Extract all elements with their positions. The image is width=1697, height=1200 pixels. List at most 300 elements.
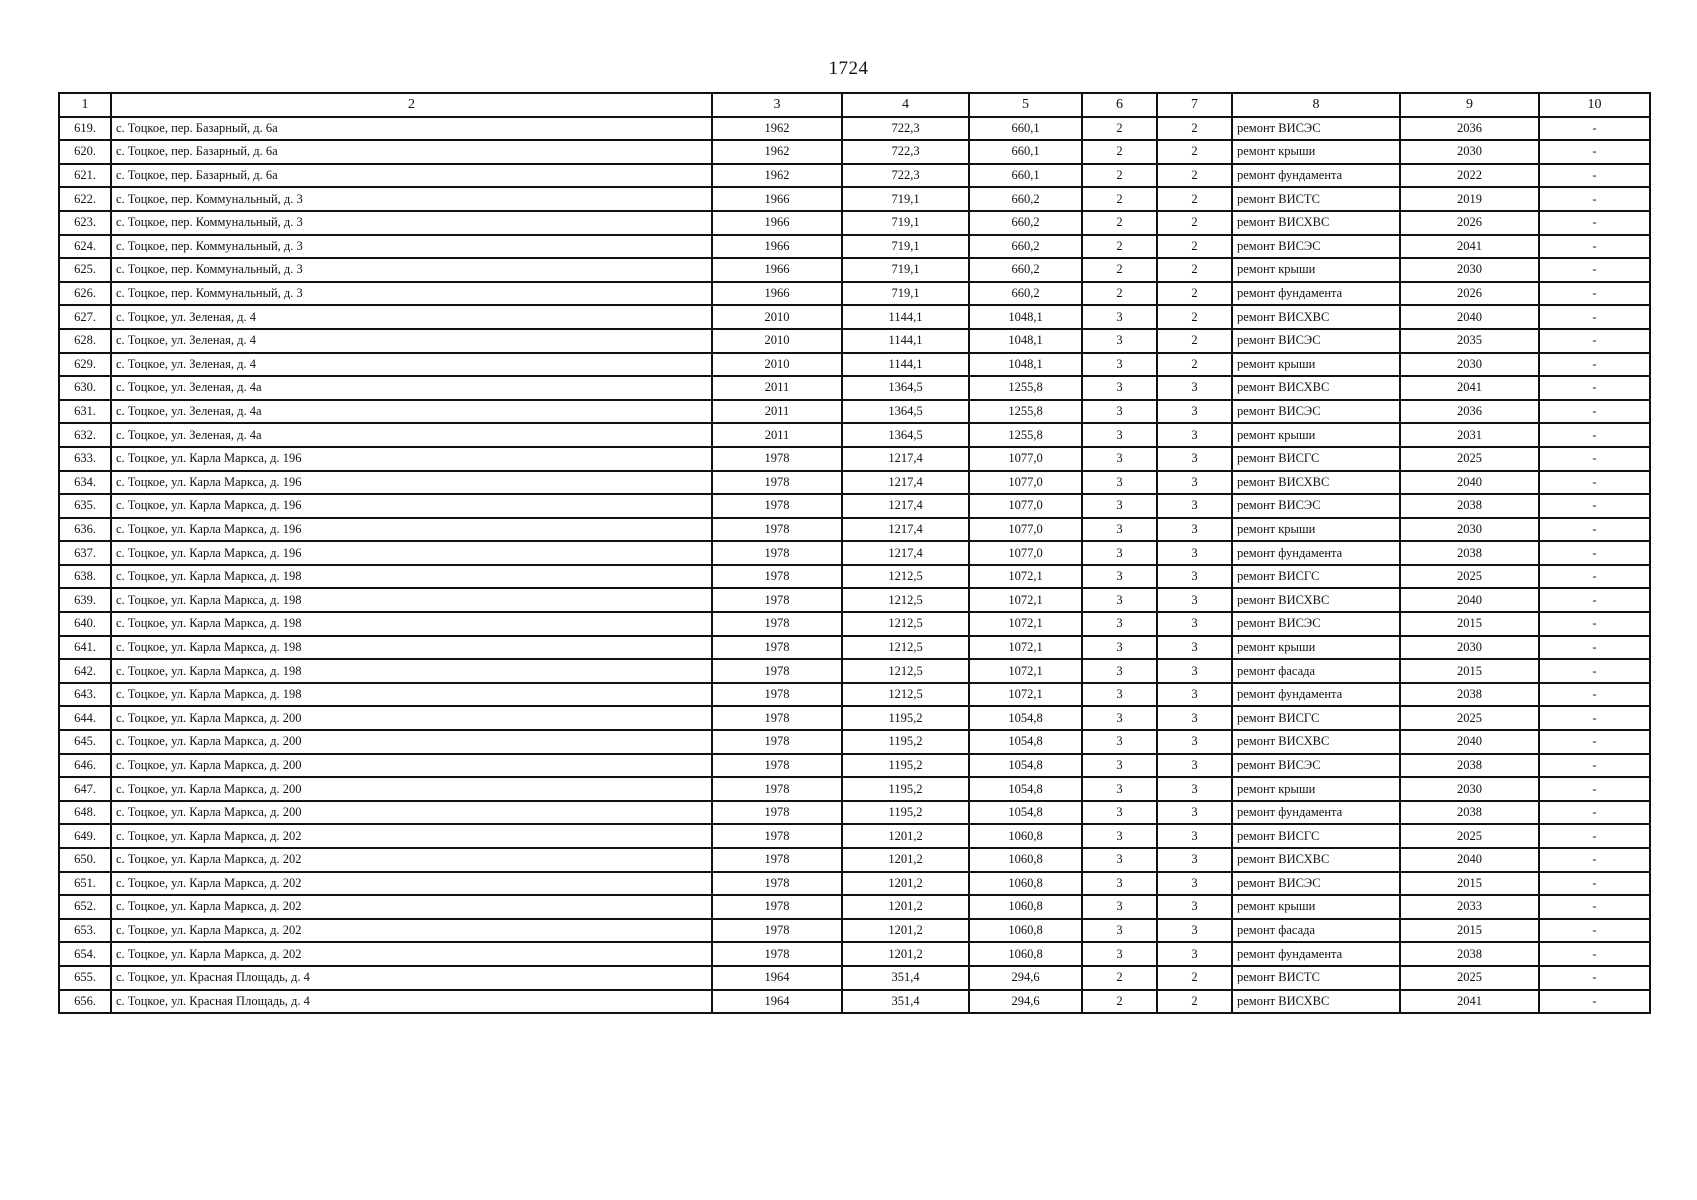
cell-planned-year: 2030 bbox=[1400, 353, 1539, 377]
cell-build-year: 1962 bbox=[712, 117, 842, 141]
cell-address: с. Тоцкое, пер. Коммунальный, д. 3 bbox=[111, 235, 712, 259]
cell-note: - bbox=[1539, 801, 1650, 825]
cell-planned-year: 2041 bbox=[1400, 376, 1539, 400]
cell-floors: 3 bbox=[1082, 376, 1157, 400]
cell-planned-year: 2015 bbox=[1400, 612, 1539, 636]
cell-build-year: 1978 bbox=[712, 636, 842, 660]
table-row bbox=[59, 824, 1650, 848]
cell-work-type: ремонт ВИСГС bbox=[1232, 824, 1400, 848]
cell-address: с. Тоцкое, пер. Коммунальный, д. 3 bbox=[111, 187, 712, 211]
cell-row-number: 634. bbox=[59, 471, 111, 495]
cell-entrances: 2 bbox=[1157, 211, 1232, 235]
cell-row-number: 631. bbox=[59, 400, 111, 424]
cell-row-number: 655. bbox=[59, 966, 111, 990]
cell-build-year: 1978 bbox=[712, 942, 842, 966]
cell-address: с. Тоцкое, ул. Карла Маркса, д. 200 bbox=[111, 754, 712, 778]
cell-entrances: 2 bbox=[1157, 187, 1232, 211]
cell-total-area: 1217,4 bbox=[842, 518, 969, 542]
cell-work-type: ремонт крыши bbox=[1232, 140, 1400, 164]
cell-address: с. Тоцкое, ул. Карла Маркса, д. 198 bbox=[111, 659, 712, 683]
cell-floors: 3 bbox=[1082, 730, 1157, 754]
table-row bbox=[59, 353, 1650, 377]
cell-work-type: ремонт ВИСХВС bbox=[1232, 471, 1400, 495]
cell-address: с. Тоцкое, ул. Карла Маркса, д. 198 bbox=[111, 588, 712, 612]
cell-entrances: 3 bbox=[1157, 683, 1232, 707]
cell-build-year: 1964 bbox=[712, 990, 842, 1014]
cell-planned-year: 2025 bbox=[1400, 966, 1539, 990]
cell-living-area: 1072,1 bbox=[969, 588, 1082, 612]
cell-note: - bbox=[1539, 612, 1650, 636]
cell-note: - bbox=[1539, 966, 1650, 990]
cell-work-type: ремонт крыши bbox=[1232, 423, 1400, 447]
cell-floors: 3 bbox=[1082, 494, 1157, 518]
cell-address: с. Тоцкое, ул. Зеленая, д. 4 bbox=[111, 305, 712, 329]
cell-work-type: ремонт ВИСЭС bbox=[1232, 872, 1400, 896]
cell-work-type: ремонт ВИСЭС bbox=[1232, 612, 1400, 636]
cell-floors: 2 bbox=[1082, 164, 1157, 188]
cell-row-number: 650. bbox=[59, 848, 111, 872]
cell-row-number: 656. bbox=[59, 990, 111, 1014]
page-number: 1724 bbox=[828, 58, 869, 79]
cell-work-type: ремонт крыши bbox=[1232, 258, 1400, 282]
cell-work-type: ремонт ВИСХВС bbox=[1232, 588, 1400, 612]
cell-total-area: 722,3 bbox=[842, 164, 969, 188]
cell-note: - bbox=[1539, 471, 1650, 495]
cell-entrances: 3 bbox=[1157, 423, 1232, 447]
cell-row-number: 621. bbox=[59, 164, 111, 188]
cell-entrances: 3 bbox=[1157, 565, 1232, 589]
cell-note: - bbox=[1539, 872, 1650, 896]
cell-row-number: 632. bbox=[59, 423, 111, 447]
cell-total-area: 1201,2 bbox=[842, 872, 969, 896]
cell-total-area: 722,3 bbox=[842, 117, 969, 141]
cell-total-area: 1212,5 bbox=[842, 683, 969, 707]
cell-note: - bbox=[1539, 518, 1650, 542]
cell-floors: 3 bbox=[1082, 754, 1157, 778]
cell-build-year: 2010 bbox=[712, 329, 842, 353]
cell-work-type: ремонт фасада bbox=[1232, 659, 1400, 683]
table-row bbox=[59, 187, 1650, 211]
cell-floors: 3 bbox=[1082, 447, 1157, 471]
cell-floors: 3 bbox=[1082, 872, 1157, 896]
cell-floors: 2 bbox=[1082, 140, 1157, 164]
cell-row-number: 652. bbox=[59, 895, 111, 919]
cell-living-area: 1072,1 bbox=[969, 612, 1082, 636]
cell-note: - bbox=[1539, 117, 1650, 141]
cell-total-area: 1217,4 bbox=[842, 494, 969, 518]
cell-floors: 2 bbox=[1082, 235, 1157, 259]
table-row bbox=[59, 400, 1650, 424]
table-row bbox=[59, 612, 1650, 636]
cell-note: - bbox=[1539, 919, 1650, 943]
cell-note: - bbox=[1539, 494, 1650, 518]
cell-note: - bbox=[1539, 777, 1650, 801]
cell-work-type: ремонт ВИСГС bbox=[1232, 565, 1400, 589]
cell-total-area: 1195,2 bbox=[842, 777, 969, 801]
cell-entrances: 2 bbox=[1157, 305, 1232, 329]
cell-work-type: ремонт крыши bbox=[1232, 636, 1400, 660]
column-header: 7 bbox=[1157, 93, 1232, 117]
cell-planned-year: 2031 bbox=[1400, 423, 1539, 447]
cell-floors: 2 bbox=[1082, 966, 1157, 990]
cell-living-area: 1077,0 bbox=[969, 471, 1082, 495]
cell-address: с. Тоцкое, ул. Красная Площадь, д. 4 bbox=[111, 990, 712, 1014]
cell-build-year: 1978 bbox=[712, 447, 842, 471]
cell-row-number: 633. bbox=[59, 447, 111, 471]
cell-work-type: ремонт фундамента bbox=[1232, 164, 1400, 188]
cell-entrances: 3 bbox=[1157, 400, 1232, 424]
cell-living-area: 660,1 bbox=[969, 117, 1082, 141]
cell-address: с. Тоцкое, ул. Карла Маркса, д. 196 bbox=[111, 494, 712, 518]
cell-planned-year: 2025 bbox=[1400, 824, 1539, 848]
cell-living-area: 1054,8 bbox=[969, 754, 1082, 778]
cell-living-area: 1048,1 bbox=[969, 305, 1082, 329]
cell-living-area: 1060,8 bbox=[969, 824, 1082, 848]
cell-address: с. Тоцкое, ул. Карла Маркса, д. 196 bbox=[111, 471, 712, 495]
column-header: 1 bbox=[59, 93, 111, 117]
cell-note: - bbox=[1539, 659, 1650, 683]
cell-row-number: 622. bbox=[59, 187, 111, 211]
cell-work-type: ремонт фасада bbox=[1232, 919, 1400, 943]
cell-address: с. Тоцкое, пер. Коммунальный, д. 3 bbox=[111, 258, 712, 282]
table-row bbox=[59, 706, 1650, 730]
cell-floors: 2 bbox=[1082, 282, 1157, 306]
cell-floors: 3 bbox=[1082, 400, 1157, 424]
cell-living-area: 1072,1 bbox=[969, 636, 1082, 660]
cell-build-year: 1978 bbox=[712, 612, 842, 636]
cell-planned-year: 2038 bbox=[1400, 494, 1539, 518]
cell-living-area: 660,1 bbox=[969, 164, 1082, 188]
cell-floors: 3 bbox=[1082, 919, 1157, 943]
cell-address: с. Тоцкое, пер. Базарный, д. 6а bbox=[111, 164, 712, 188]
cell-entrances: 3 bbox=[1157, 919, 1232, 943]
table-row bbox=[59, 848, 1650, 872]
cell-total-area: 1201,2 bbox=[842, 919, 969, 943]
cell-floors: 3 bbox=[1082, 659, 1157, 683]
cell-living-area: 1255,8 bbox=[969, 376, 1082, 400]
cell-planned-year: 2025 bbox=[1400, 565, 1539, 589]
cell-total-area: 1217,4 bbox=[842, 471, 969, 495]
cell-row-number: 624. bbox=[59, 235, 111, 259]
cell-note: - bbox=[1539, 565, 1650, 589]
cell-living-area: 1060,8 bbox=[969, 895, 1082, 919]
cell-floors: 3 bbox=[1082, 895, 1157, 919]
cell-entrances: 3 bbox=[1157, 471, 1232, 495]
cell-entrances: 3 bbox=[1157, 541, 1232, 565]
cell-build-year: 1966 bbox=[712, 211, 842, 235]
cell-build-year: 1978 bbox=[712, 730, 842, 754]
cell-planned-year: 2038 bbox=[1400, 942, 1539, 966]
cell-planned-year: 2022 bbox=[1400, 164, 1539, 188]
cell-build-year: 1978 bbox=[712, 588, 842, 612]
cell-total-area: 719,1 bbox=[842, 187, 969, 211]
column-header: 2 bbox=[111, 93, 712, 117]
cell-build-year: 1978 bbox=[712, 919, 842, 943]
table-row bbox=[59, 117, 1650, 141]
cell-build-year: 1966 bbox=[712, 187, 842, 211]
table-row bbox=[59, 683, 1650, 707]
cell-planned-year: 2035 bbox=[1400, 329, 1539, 353]
cell-build-year: 1978 bbox=[712, 824, 842, 848]
cell-build-year: 1978 bbox=[712, 494, 842, 518]
table-row bbox=[59, 494, 1650, 518]
cell-total-area: 1212,5 bbox=[842, 612, 969, 636]
cell-address: с. Тоцкое, ул. Красная Площадь, д. 4 bbox=[111, 966, 712, 990]
cell-planned-year: 2033 bbox=[1400, 895, 1539, 919]
cell-total-area: 1364,5 bbox=[842, 423, 969, 447]
cell-floors: 3 bbox=[1082, 848, 1157, 872]
cell-floors: 3 bbox=[1082, 518, 1157, 542]
cell-entrances: 3 bbox=[1157, 376, 1232, 400]
cell-note: - bbox=[1539, 754, 1650, 778]
cell-row-number: 637. bbox=[59, 541, 111, 565]
cell-build-year: 1978 bbox=[712, 706, 842, 730]
cell-work-type: ремонт ВИСЭС bbox=[1232, 329, 1400, 353]
cell-planned-year: 2026 bbox=[1400, 282, 1539, 306]
cell-total-area: 1217,4 bbox=[842, 541, 969, 565]
cell-total-area: 1144,1 bbox=[842, 329, 969, 353]
cell-row-number: 647. bbox=[59, 777, 111, 801]
cell-work-type: ремонт ВИСХВС bbox=[1232, 376, 1400, 400]
cell-build-year: 1978 bbox=[712, 754, 842, 778]
cell-living-area: 1072,1 bbox=[969, 565, 1082, 589]
cell-entrances: 3 bbox=[1157, 801, 1232, 825]
cell-note: - bbox=[1539, 683, 1650, 707]
cell-floors: 2 bbox=[1082, 258, 1157, 282]
cell-planned-year: 2015 bbox=[1400, 659, 1539, 683]
cell-entrances: 3 bbox=[1157, 730, 1232, 754]
cell-row-number: 645. bbox=[59, 730, 111, 754]
cell-total-area: 1212,5 bbox=[842, 636, 969, 660]
cell-address: с. Тоцкое, ул. Карла Маркса, д. 198 bbox=[111, 636, 712, 660]
cell-build-year: 1978 bbox=[712, 895, 842, 919]
cell-note: - bbox=[1539, 541, 1650, 565]
table-header-row bbox=[59, 93, 1650, 117]
cell-total-area: 719,1 bbox=[842, 282, 969, 306]
cell-address: с. Тоцкое, ул. Карла Маркса, д. 200 bbox=[111, 801, 712, 825]
cell-row-number: 636. bbox=[59, 518, 111, 542]
cell-note: - bbox=[1539, 211, 1650, 235]
cell-address: с. Тоцкое, пер. Базарный, д. 6а bbox=[111, 117, 712, 141]
cell-build-year: 2011 bbox=[712, 400, 842, 424]
cell-floors: 2 bbox=[1082, 990, 1157, 1014]
cell-living-area: 1077,0 bbox=[969, 518, 1082, 542]
cell-build-year: 1978 bbox=[712, 541, 842, 565]
cell-note: - bbox=[1539, 282, 1650, 306]
cell-address: с. Тоцкое, ул. Карла Маркса, д. 200 bbox=[111, 730, 712, 754]
cell-build-year: 2011 bbox=[712, 376, 842, 400]
cell-floors: 3 bbox=[1082, 565, 1157, 589]
cell-note: - bbox=[1539, 305, 1650, 329]
cell-address: с. Тоцкое, ул. Зеленая, д. 4а bbox=[111, 376, 712, 400]
table-row bbox=[59, 164, 1650, 188]
cell-planned-year: 2030 bbox=[1400, 518, 1539, 542]
cell-entrances: 2 bbox=[1157, 353, 1232, 377]
cell-row-number: 648. bbox=[59, 801, 111, 825]
cell-floors: 3 bbox=[1082, 353, 1157, 377]
cell-work-type: ремонт крыши bbox=[1232, 895, 1400, 919]
table-row bbox=[59, 777, 1650, 801]
cell-planned-year: 2019 bbox=[1400, 187, 1539, 211]
cell-row-number: 635. bbox=[59, 494, 111, 518]
cell-work-type: ремонт ВИСХВС bbox=[1232, 990, 1400, 1014]
cell-entrances: 3 bbox=[1157, 447, 1232, 471]
column-header: 4 bbox=[842, 93, 969, 117]
cell-row-number: 643. bbox=[59, 683, 111, 707]
table-row bbox=[59, 140, 1650, 164]
cell-work-type: ремонт ВИСЭС bbox=[1232, 117, 1400, 141]
cell-build-year: 2011 bbox=[712, 423, 842, 447]
cell-row-number: 626. bbox=[59, 282, 111, 306]
cell-work-type: ремонт ВИСТС bbox=[1232, 966, 1400, 990]
cell-note: - bbox=[1539, 376, 1650, 400]
cell-work-type: ремонт крыши bbox=[1232, 518, 1400, 542]
cell-entrances: 3 bbox=[1157, 848, 1232, 872]
cell-total-area: 1195,2 bbox=[842, 754, 969, 778]
cell-row-number: 642. bbox=[59, 659, 111, 683]
cell-address: с. Тоцкое, ул. Карла Маркса, д. 202 bbox=[111, 895, 712, 919]
cell-work-type: ремонт фундамента bbox=[1232, 282, 1400, 306]
table-row bbox=[59, 636, 1650, 660]
cell-build-year: 1978 bbox=[712, 777, 842, 801]
cell-build-year: 1978 bbox=[712, 872, 842, 896]
cell-living-area: 1255,8 bbox=[969, 423, 1082, 447]
table-row bbox=[59, 282, 1650, 306]
cell-total-area: 1364,5 bbox=[842, 376, 969, 400]
cell-note: - bbox=[1539, 588, 1650, 612]
cell-planned-year: 2036 bbox=[1400, 400, 1539, 424]
cell-work-type: ремонт фундамента bbox=[1232, 683, 1400, 707]
cell-note: - bbox=[1539, 636, 1650, 660]
cell-living-area: 660,2 bbox=[969, 235, 1082, 259]
cell-living-area: 660,2 bbox=[969, 211, 1082, 235]
cell-address: с. Тоцкое, ул. Карла Маркса, д. 196 bbox=[111, 518, 712, 542]
cell-work-type: ремонт ВИСЭС bbox=[1232, 494, 1400, 518]
cell-address: с. Тоцкое, ул. Карла Маркса, д. 200 bbox=[111, 777, 712, 801]
cell-floors: 3 bbox=[1082, 471, 1157, 495]
table-row bbox=[59, 730, 1650, 754]
cell-work-type: ремонт фундамента bbox=[1232, 942, 1400, 966]
cell-floors: 3 bbox=[1082, 683, 1157, 707]
cell-planned-year: 2030 bbox=[1400, 777, 1539, 801]
cell-entrances: 3 bbox=[1157, 612, 1232, 636]
table-row bbox=[59, 754, 1650, 778]
cell-living-area: 660,2 bbox=[969, 282, 1082, 306]
cell-floors: 3 bbox=[1082, 801, 1157, 825]
cell-living-area: 294,6 bbox=[969, 966, 1082, 990]
cell-work-type: ремонт фундамента bbox=[1232, 801, 1400, 825]
cell-total-area: 1201,2 bbox=[842, 824, 969, 848]
cell-living-area: 1077,0 bbox=[969, 447, 1082, 471]
cell-work-type: ремонт фундамента bbox=[1232, 541, 1400, 565]
cell-address: с. Тоцкое, ул. Зеленая, д. 4 bbox=[111, 329, 712, 353]
cell-address: с. Тоцкое, ул. Карла Маркса, д. 198 bbox=[111, 683, 712, 707]
cell-entrances: 3 bbox=[1157, 659, 1232, 683]
cell-note: - bbox=[1539, 353, 1650, 377]
cell-work-type: ремонт ВИСЭС bbox=[1232, 754, 1400, 778]
cell-address: с. Тоцкое, ул. Зеленая, д. 4 bbox=[111, 353, 712, 377]
cell-living-area: 1048,1 bbox=[969, 329, 1082, 353]
cell-address: с. Тоцкое, ул. Карла Маркса, д. 198 bbox=[111, 565, 712, 589]
cell-living-area: 660,2 bbox=[969, 187, 1082, 211]
cell-planned-year: 2015 bbox=[1400, 919, 1539, 943]
cell-work-type: ремонт ВИСЭС bbox=[1232, 235, 1400, 259]
cell-note: - bbox=[1539, 848, 1650, 872]
cell-entrances: 2 bbox=[1157, 235, 1232, 259]
cell-entrances: 3 bbox=[1157, 824, 1232, 848]
table-row bbox=[59, 801, 1650, 825]
cell-floors: 2 bbox=[1082, 117, 1157, 141]
cell-address: с. Тоцкое, ул. Карла Маркса, д. 202 bbox=[111, 848, 712, 872]
cell-entrances: 3 bbox=[1157, 588, 1232, 612]
cell-entrances: 3 bbox=[1157, 872, 1232, 896]
cell-address: с. Тоцкое, ул. Карла Маркса, д. 196 bbox=[111, 541, 712, 565]
cell-floors: 3 bbox=[1082, 329, 1157, 353]
cell-row-number: 638. bbox=[59, 565, 111, 589]
table-row bbox=[59, 471, 1650, 495]
cell-row-number: 629. bbox=[59, 353, 111, 377]
cell-note: - bbox=[1539, 423, 1650, 447]
cell-planned-year: 2038 bbox=[1400, 754, 1539, 778]
cell-floors: 3 bbox=[1082, 942, 1157, 966]
cell-entrances: 2 bbox=[1157, 164, 1232, 188]
table-row bbox=[59, 942, 1650, 966]
cell-total-area: 1201,2 bbox=[842, 848, 969, 872]
cell-row-number: 625. bbox=[59, 258, 111, 282]
cell-build-year: 1978 bbox=[712, 848, 842, 872]
cell-row-number: 654. bbox=[59, 942, 111, 966]
cell-row-number: 619. bbox=[59, 117, 111, 141]
cell-planned-year: 2041 bbox=[1400, 235, 1539, 259]
table-row bbox=[59, 919, 1650, 943]
cell-total-area: 1212,5 bbox=[842, 588, 969, 612]
cell-build-year: 1962 bbox=[712, 164, 842, 188]
cell-build-year: 1978 bbox=[712, 659, 842, 683]
column-header: 6 bbox=[1082, 93, 1157, 117]
cell-note: - bbox=[1539, 258, 1650, 282]
cell-address: с. Тоцкое, ул. Зеленая, д. 4а bbox=[111, 400, 712, 424]
cell-total-area: 351,4 bbox=[842, 966, 969, 990]
cell-floors: 3 bbox=[1082, 636, 1157, 660]
cell-work-type: ремонт ВИСХВС bbox=[1232, 305, 1400, 329]
cell-floors: 3 bbox=[1082, 612, 1157, 636]
table-row bbox=[59, 990, 1650, 1014]
cell-planned-year: 2038 bbox=[1400, 801, 1539, 825]
data-table bbox=[58, 92, 1651, 1014]
cell-note: - bbox=[1539, 990, 1650, 1014]
cell-living-area: 660,1 bbox=[969, 140, 1082, 164]
cell-planned-year: 2030 bbox=[1400, 636, 1539, 660]
cell-total-area: 719,1 bbox=[842, 235, 969, 259]
cell-planned-year: 2041 bbox=[1400, 990, 1539, 1014]
cell-work-type: ремонт ВИСХВС bbox=[1232, 848, 1400, 872]
cell-total-area: 351,4 bbox=[842, 990, 969, 1014]
cell-work-type: ремонт ВИСГС bbox=[1232, 706, 1400, 730]
cell-work-type: ремонт ВИСЭС bbox=[1232, 400, 1400, 424]
table-row bbox=[59, 872, 1650, 896]
cell-planned-year: 2026 bbox=[1400, 211, 1539, 235]
cell-note: - bbox=[1539, 895, 1650, 919]
cell-address: с. Тоцкое, ул. Карла Маркса, д. 198 bbox=[111, 612, 712, 636]
table-row bbox=[59, 211, 1650, 235]
column-header: 10 bbox=[1539, 93, 1650, 117]
cell-living-area: 1060,8 bbox=[969, 919, 1082, 943]
cell-total-area: 1364,5 bbox=[842, 400, 969, 424]
cell-row-number: 653. bbox=[59, 919, 111, 943]
cell-entrances: 3 bbox=[1157, 754, 1232, 778]
table-row bbox=[59, 588, 1650, 612]
cell-row-number: 627. bbox=[59, 305, 111, 329]
